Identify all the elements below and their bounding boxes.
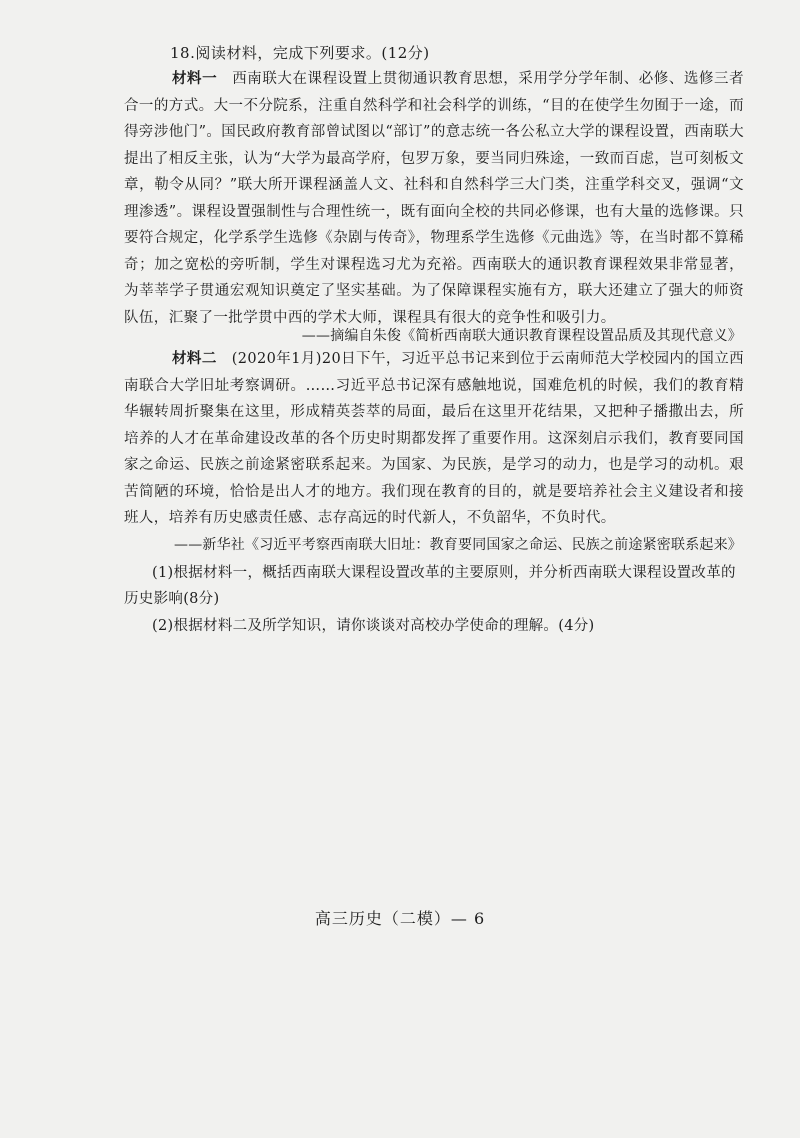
sub-question-one: (1)根据材料一，概括西南联大课程设置改革的主要原则，并分析西南联大课程设置改革的历史影响(8分) <box>124 565 736 607</box>
material-two-text: (2020年1月)20日下午，习近平总书记来到位于云南师范大学校园内的国立西南联合大学旧址考察调研。……习近平总书记深有感触地说，国难危机的时候，我们的教育精华辗转周折聚集在这里，形成精英荟萃的局面，最后在这里开花结果，又把种子播撒出去，所培养的人才在革命建设改革的各个历史时期都发挥了重要作用。这深刻启示我们，教育要同国家之命运、民族之前途紧密联系起来。为国家、为民族，是学习的动力，也是学习的动机。艰苦简陋的环境，恰恰是出人才的地方。我们现在教育的目的，就是要培养社会主义建设者和接班人，培养有历史感责任感、志存高远的时代新人，不负韶华，不负时代。 <box>124 351 745 526</box>
material-one <box>124 66 744 331</box>
page-footer: 高三历史（二模）— 6 <box>314 909 486 928</box>
material-two-label: 材料二 <box>172 350 217 367</box>
material-two <box>124 346 744 532</box>
material-one-text: 西南联大在课程设置上贯彻通识教育思想，采用学分学年制、必修、选修三者合一的方式。大一不分院系，注重自然科学和社会科学的训练，“目的在使学生勿囿于一途，而得旁涉他门”。国民政府教育部曾试图以“部订”的意志统一各公私立大学的课程设置，西南联大提出了相反主张，认为“大学为最高学府，包罗万象，要当同归殊途，一致而百虑，岂可刻板文章，勒令从同？”联大所开课程涵盖人文、社科和自然科学三大门类，注重学科交叉，强调“文理渗透”。课程设置强制性与合理性统一，既有面向全校的共同必修课，也有大量的选修课。只要符合规定，化学系学生选修《杂剧与传奇》，物理系学生选修《元曲选》等，在当时都不算稀奇；加之宽松的旁听制，学生对课程选习尤为充裕。西南联大的通识教育课程效果非常显著，为莘莘学子贯通宏观知识奠定了坚实基础。为了保障课程实施有方，联大还建立了强大的师资队伍，汇聚了一批学贯中西的学术大师，课程具有很大的竞争性和吸引力。 <box>124 71 744 326</box>
sub-question-two: (2)根据材料二及所学知识，请你谈谈对高校办学使命的理解。(4分) <box>152 618 595 634</box>
question-title: 18.阅读材料，完成下列要求。(12分) <box>170 44 430 62</box>
material-two-source: ——新华社《习近平考察西南联大旧址：教育要同国家之命运、民族之前途紧密联系起来》 <box>174 537 742 553</box>
material-one-source: ——摘编自朱俊《简析西南联大通识教育课程设置品质及其现代意义》 <box>301 328 742 344</box>
material-one-label: 材料一 <box>172 70 218 87</box>
